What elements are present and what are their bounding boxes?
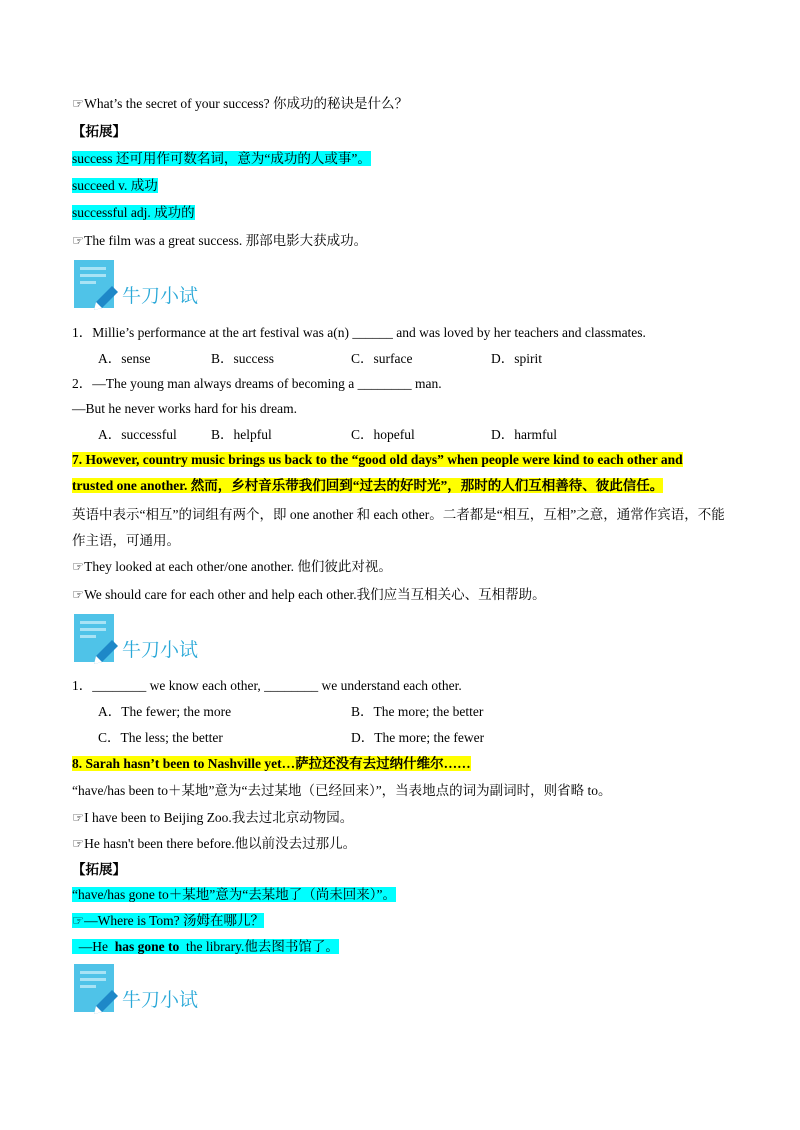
option-d[interactable]: D．spirit xyxy=(491,351,543,366)
section-heading: 7. However, country music brings us back to the “good old days” when people were kind to each other and xyxy=(72,452,683,467)
question-text: 1．Millie’s performance at the art festival was a(n) ______ and was loved by her teachers and classmates. xyxy=(72,325,646,340)
example-sentence: ☞What’s the secret of your success? 你成功的秘诀是什么？ xyxy=(72,96,409,111)
question-text: —But he never works hard for his dream. xyxy=(72,401,297,416)
expand-text: —He xyxy=(72,939,115,954)
option-a[interactable]: A．The fewer; the more xyxy=(98,704,232,719)
example-sentence: ☞He hasn't been there before.他以前没去过那儿。 xyxy=(72,836,357,851)
pencil-note-icon xyxy=(72,612,120,666)
expand-label: 【拓展】 xyxy=(72,124,126,139)
expand-label: 【拓展】 xyxy=(72,862,126,877)
option-a[interactable]: A．sense xyxy=(98,351,151,366)
quiz-header xyxy=(72,258,199,312)
quiz-header xyxy=(72,612,199,666)
section-heading: 8. Sarah hasn’t been to Nashville yet…萨拉还没有去过纳什维尔…… xyxy=(72,756,471,771)
option-c[interactable]: C．surface xyxy=(351,351,413,366)
expand-item: success 还可用作可数名词，意为“成功的人或事”。 xyxy=(72,151,371,166)
question-text: 2．—The young man always dreams of becoming a ________ man. xyxy=(72,376,442,391)
example-sentence: ☞They looked at each other/one another. 他们彼此对视。 xyxy=(72,559,392,574)
expand-item: successful adj. 成功的 xyxy=(72,205,195,220)
explanation-text: “have/has been to＋某地”意为“去过某地（已经回来）”，当表地点的词为副词时，则省略 to。 xyxy=(72,783,612,798)
option-a[interactable]: A．successful xyxy=(98,427,177,442)
section-heading: trusted one another. 然而，乡村音乐带我们回到“过去的好时光”，那时的人们互相善待、彼此信任。 xyxy=(72,478,664,493)
option-c[interactable]: C．The less; the better xyxy=(98,730,223,745)
explanation-text: 英语中表示“相互”的词组有两个，即 one another 和 each other。二者都是“相互，互相”之意，通常作宾语，不能作主语，可通用。 xyxy=(72,507,725,548)
pencil-note-icon xyxy=(72,258,120,312)
expand-item: succeed v. 成功 xyxy=(72,178,158,193)
option-c[interactable]: C．hopeful xyxy=(351,427,415,442)
option-d[interactable]: D．harmful xyxy=(491,427,557,442)
expand-item: ☞—Where is Tom? 汤姆在哪儿？ xyxy=(72,913,265,928)
quiz-title: 牛刀小试 xyxy=(122,989,199,1011)
quiz-title: 牛刀小试 xyxy=(122,639,199,661)
question-text: 1．________ we know each other, ________ we understand each other. xyxy=(72,678,462,693)
option-d[interactable]: D．The more; the fewer xyxy=(351,730,485,745)
quiz-header xyxy=(72,962,199,1016)
option-b[interactable]: B．The more; the better xyxy=(351,704,484,719)
option-b[interactable]: B．success xyxy=(211,351,274,366)
expand-item: “have/has gone to＋某地”意为“去某地了（尚未回来）”。 xyxy=(72,887,396,902)
example-sentence: ☞We should care for each other and help each other.我们应当互相关心、互相帮助。 xyxy=(72,587,546,602)
example-sentence: ☞I have been to Beijing Zoo.我去过北京动物园。 xyxy=(72,810,354,825)
expand-text: the library.他去图书馆了。 xyxy=(179,939,339,954)
quiz-title: 牛刀小试 xyxy=(122,285,199,307)
expand-item xyxy=(72,939,339,954)
option-b[interactable]: B．helpful xyxy=(211,427,272,442)
expand-keyword: has gone to xyxy=(114,939,180,954)
example-sentence: ☞The film was a great success. 那部电影大获成功。 xyxy=(72,233,368,248)
pencil-note-icon xyxy=(72,962,120,1016)
